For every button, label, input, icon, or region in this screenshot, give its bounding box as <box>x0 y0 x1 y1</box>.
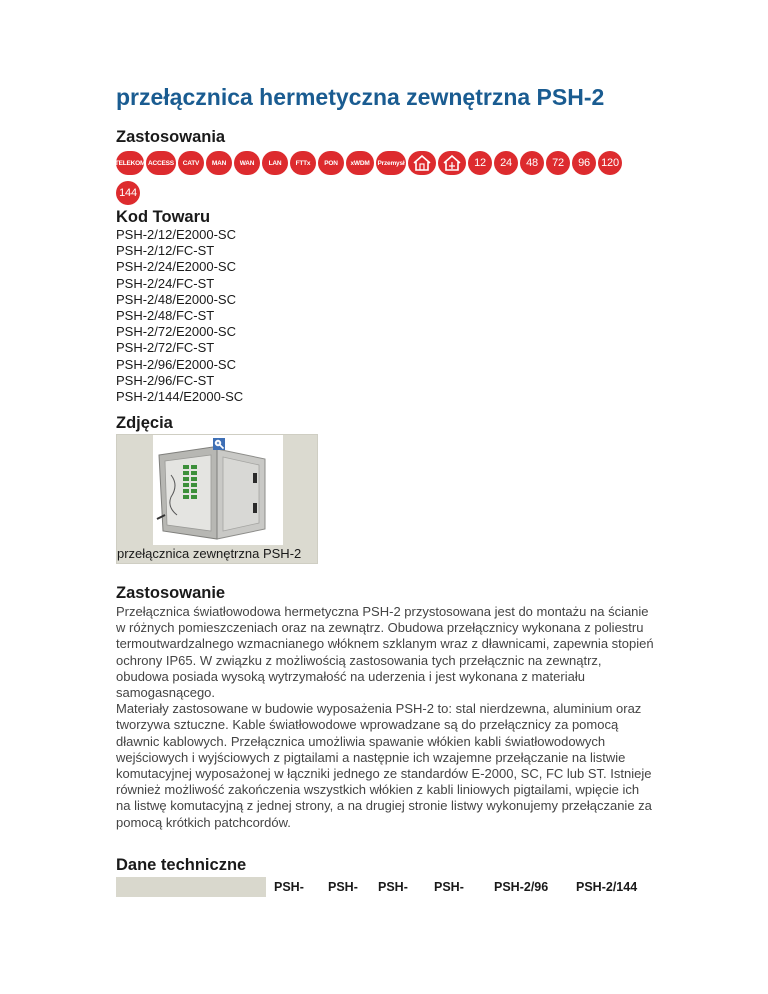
table-header: PSH- <box>266 877 320 897</box>
badge-przemysl: Przemysł <box>376 151 406 175</box>
house-indoor-icon <box>408 151 436 175</box>
badge-fttx: FTTx <box>290 151 316 175</box>
table-header: PSH- <box>370 877 426 897</box>
tech-heading: Dane techniczne <box>116 856 247 874</box>
table-header: PSH-2/144 <box>560 877 652 897</box>
badge-telekom: TELEKOM <box>116 151 144 175</box>
zoom-icon[interactable] <box>213 437 225 449</box>
badge-pon: PON <box>318 151 344 175</box>
tech-data-table <box>116 877 652 897</box>
applications-heading: Zastosowania <box>116 128 226 146</box>
badge-access: ACCESS <box>146 151 176 175</box>
usage-paragraph: Materiały zastosowane w budowie wyposażenia PSH-2 to: stal nierdzewna, aluminium oraz tworzywa sztuczne. Kable światłowodowe wprowadzane są do przełącznicy za pomocą dławnic kablowych. Przełącznica umożliwia spawanie włókien kabli światłowodowych wejściowych i wyjściowych z pigtailami a następnie ich wzajemne przełączanie na listwie komutacyjnej wyposażonej w łączniki jednego ze standardów E-2000, SC, FC lub ST. Istnieje również możliwość zakończenia wszystkich włókien z kabli liniowych pigtailami, wpięcie ich na listwę komutacyjną z jednej strony, a na drugiej stronie listwy wykonujemy przełączanie za pomocą krótkich patchcordów. <box>116 701 652 830</box>
table-header: PSH- <box>320 877 370 897</box>
usage-description <box>116 604 656 831</box>
product-code: PSH-2/72/FC-ST <box>116 340 215 356</box>
badge-24: 24 <box>494 151 518 175</box>
badge-72: 72 <box>546 151 570 175</box>
application-badges <box>116 150 656 210</box>
product-code: PSH-2/96/FC-ST <box>116 372 215 388</box>
badge-xwdm: xWDM <box>346 151 374 175</box>
badge-12: 12 <box>468 151 492 175</box>
badge-man: MAN <box>206 151 232 175</box>
page-title: przełącznica hermetyczna zewnętrzna PSH-2 <box>116 84 605 110</box>
house-outdoor-icon <box>438 151 466 175</box>
badge-wan: WAN <box>234 151 260 175</box>
table-header: PSH- <box>426 877 482 897</box>
product-photo[interactable] <box>116 434 318 564</box>
product-code: PSH-2/48/E2000-SC <box>116 291 236 307</box>
badge-row-1 <box>116 150 656 176</box>
table-header: PSH-2/96 <box>482 877 560 897</box>
product-code: PSH-2/72/E2000-SC <box>116 324 236 340</box>
code-heading: Kod Towaru <box>116 208 211 226</box>
badge-48: 48 <box>520 151 544 175</box>
product-code: PSH-2/24/E2000-SC <box>116 259 236 275</box>
badge-96: 96 <box>572 151 596 175</box>
badge-row-2 <box>116 180 656 206</box>
product-code: PSH-2/12/E2000-SC <box>116 227 236 242</box>
product-code: PSH-2/96/E2000-SC <box>116 356 236 372</box>
usage-heading: Zastosowanie <box>116 584 226 602</box>
product-code: PSH-2/24/FC-ST <box>116 275 215 291</box>
badge-lan: LAN <box>262 151 288 175</box>
table-header-empty <box>116 877 266 897</box>
usage-paragraph: Przełącznica światłowodowa hermetyczna PSH-2 przystosowana jest do montażu na ścianie w różnych pomieszczeniach oraz na zewnątrz. Obudowa przełącznicy wykonana z poliestru termoutwardzalnego wzmacnianego włóknem szklanym wraz z dławnicami, zapewnia stopień ochrony IP65. W związku z możliwością zastosowania tych przełącznic na zewnątrz, obudowa posiada wysoką wytrzymałość na uderzenia i jest wykonana z materiału samogasnącego. <box>116 604 654 701</box>
badge-catv: CATV <box>178 151 204 175</box>
photo-caption: przełącznica zewnętrzna PSH-2 <box>117 545 317 563</box>
badge-144: 144 <box>116 181 140 205</box>
product-code-list <box>116 227 243 405</box>
enclosure-image[interactable] <box>153 435 283 545</box>
product-code: PSH-2/48/FC-ST <box>116 308 215 324</box>
badge-120: 120 <box>598 151 622 175</box>
product-code: PSH-2/144/E2000-SC <box>116 389 244 405</box>
product-code: PSH-2/12/FC-ST <box>116 243 215 259</box>
photos-heading: Zdjęcia <box>116 414 173 432</box>
